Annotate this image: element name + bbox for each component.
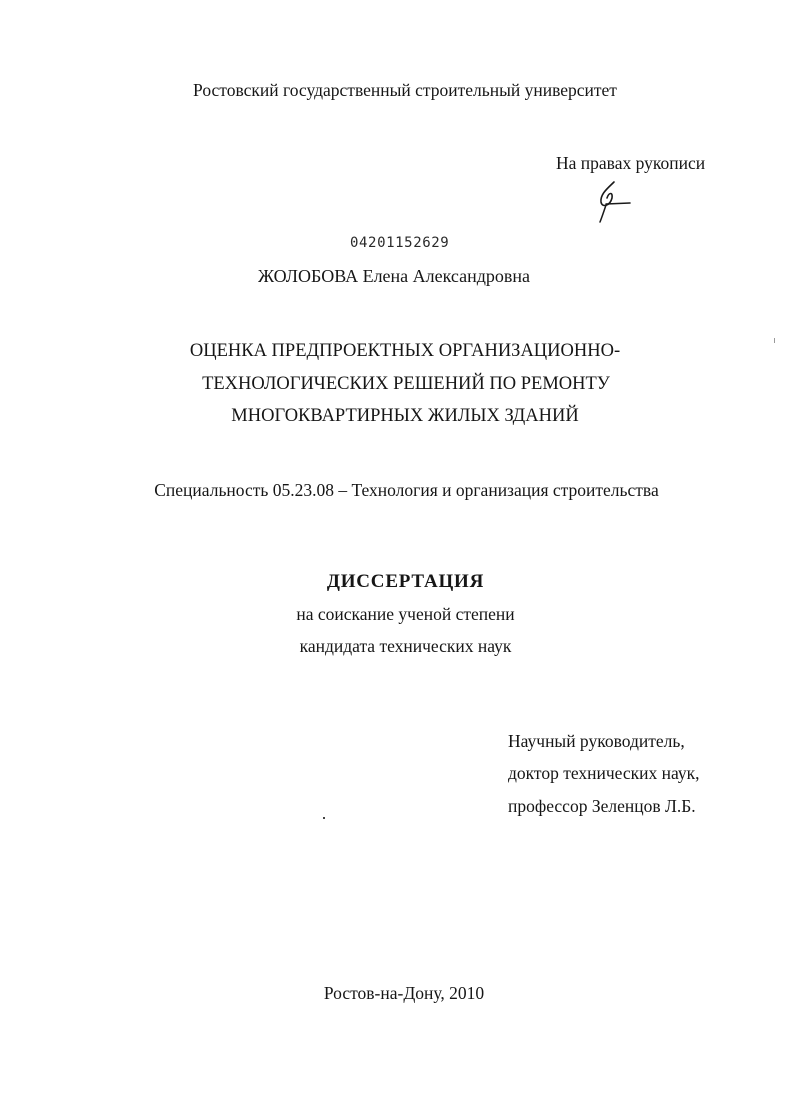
- dissertation-title-line: МНОГОКВАРТИРНЫХ ЖИЛЫХ ЗДАНИЙ: [231, 406, 579, 426]
- scan-speck: [323, 817, 325, 819]
- dissertation-title-line: ТЕХНОЛОГИЧЕСКИХ РЕШЕНИЙ ПО РЕМОНТУ: [202, 374, 610, 394]
- author-name: ЖОЛОБОВА Елена Александровна: [258, 266, 531, 286]
- dissertation-title-line: ОЦЕНКА ПРЕДПРОЕКТНЫХ ОРГАНИЗАЦИОННО-: [189, 341, 621, 361]
- document-type-heading: ДИССЕРТАЦИЯ: [326, 571, 485, 592]
- city-and-year: Ростов-на-Дону, 2010: [323, 983, 485, 1003]
- supervisor-line: Научный руководитель,: [508, 731, 685, 751]
- speciality-line: Специальность 05.23.08 – Технология и организация строительства: [154, 480, 659, 500]
- supervisor-line: доктор технических наук,: [508, 763, 700, 783]
- scan-speck: [774, 338, 775, 343]
- handwritten-signature: [592, 178, 632, 224]
- university-name: Ростовский государственный строительный университет: [193, 80, 617, 100]
- degree-line: на соискание ученой степени: [296, 604, 515, 624]
- library-inventory-number: 04201152629: [350, 235, 450, 251]
- supervisor-line: профессор Зеленцов Л.Б.: [508, 796, 696, 816]
- degree-line: кандидата технических наук: [299, 636, 512, 656]
- manuscript-rights-note: На правах рукописи: [556, 153, 706, 173]
